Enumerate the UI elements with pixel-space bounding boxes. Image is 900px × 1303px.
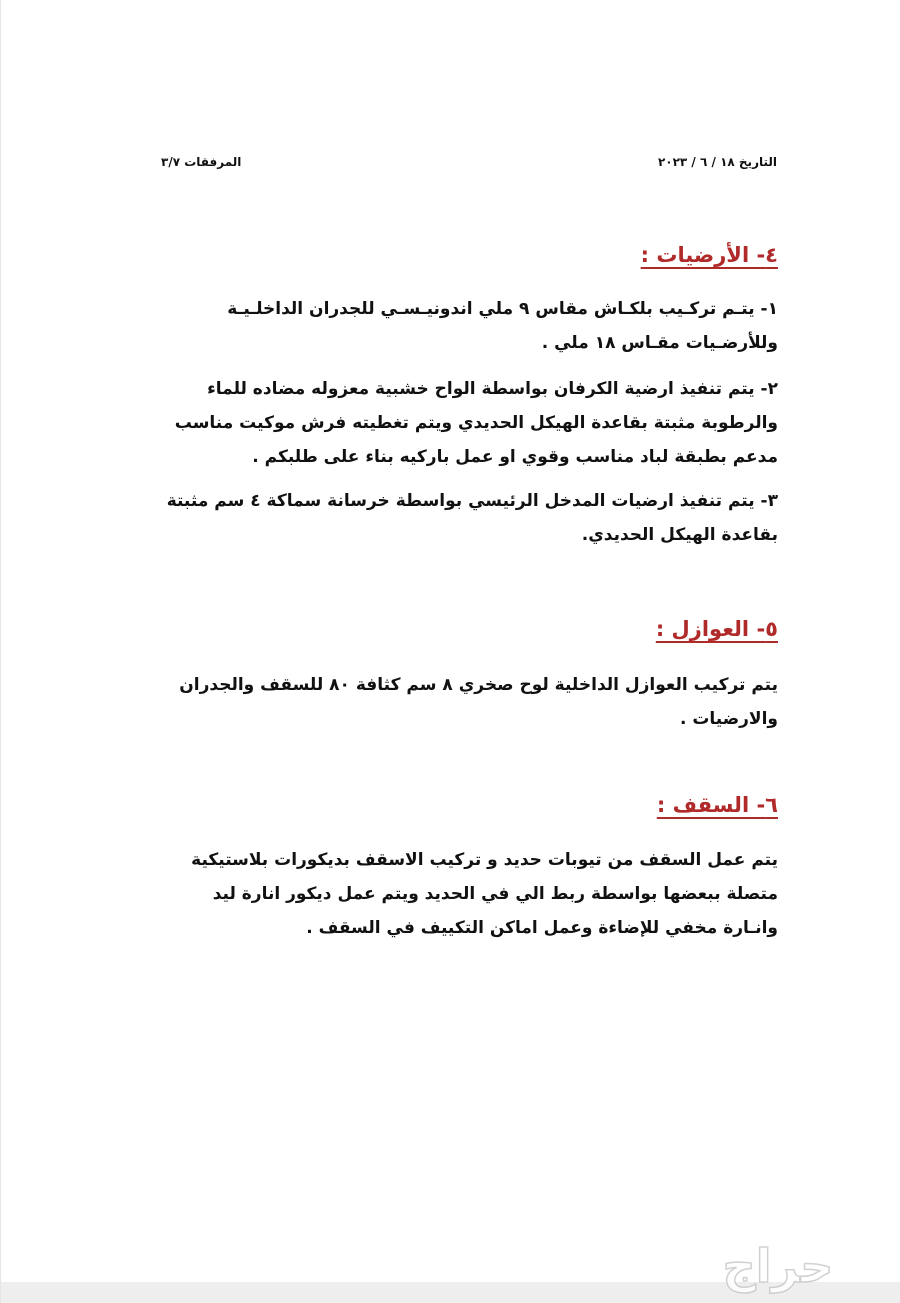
svg-text:حراج: حراج (722, 1239, 834, 1293)
watermark-logo (663, 1238, 893, 1298)
section-ceiling (156, 793, 778, 817)
floors-paragraph-1: ١- يتـم تركـيب بلكـاش مقاس ٩ ملي اندونيـسـي للجدران الداخلـيـة وللأرضـيات مقـاس ١٨ ملي . (227, 299, 778, 353)
section-title-floors: ٤- الأرضيات : (640, 243, 778, 267)
floors-item-3 (156, 484, 778, 552)
section-insulation (156, 617, 778, 641)
insulation-paragraph-1: يتم تركيب العوازل الداخلية لوح صخري ٨ سم كثافة ٨٠ للسقف والجدران والارضيات . (179, 675, 778, 729)
document-date: التاريخ ١٨ / ٦ / ٢٠٢٣ (657, 155, 777, 169)
document-header (151, 155, 777, 179)
document-attachments: المرفقات ٣/٧ (161, 155, 242, 169)
insulation-item-1 (156, 668, 778, 736)
section-title-ceiling: ٦- السقف : (656, 793, 778, 817)
ceiling-paragraph-1: يتم عمل السقف من تيوبات حديد و تركيب الاسقف بديكورات بلاستيكية متصلة ببعضها بواسطة ربط الي في الحديد ويتم عمل ديكور انارة ليد وانـارة مخفي للإضاءة وعمل اماكن التكييف في السقف . (191, 850, 778, 938)
floors-paragraph-3: ٣- يتم تنفيذ ارضيات المدخل الرئيسي بواسطة خرسانة سماكة ٤ سم مثبتة بقاعدة الهيكل الحديدي. (166, 491, 778, 545)
floors-item-1 (156, 292, 778, 360)
ceiling-item-1 (156, 843, 778, 945)
section-floors (156, 243, 778, 267)
floors-paragraph-2: ٢- يتم تنفيذ ارضية الكرفان بواسطة الواح خشبية معزوله مضاده للماء والرطوبة مثبتة بقاعدة الهيكل الحديدي ويتم تغطيته فرش موكيت مناسب مدعم بطبقة لباد مناسب وقوي او عمل باركيه بناء على طلبكم . (174, 379, 778, 467)
floors-item-2 (156, 372, 778, 474)
section-title-insulation: ٥- العوازل : (655, 617, 778, 641)
